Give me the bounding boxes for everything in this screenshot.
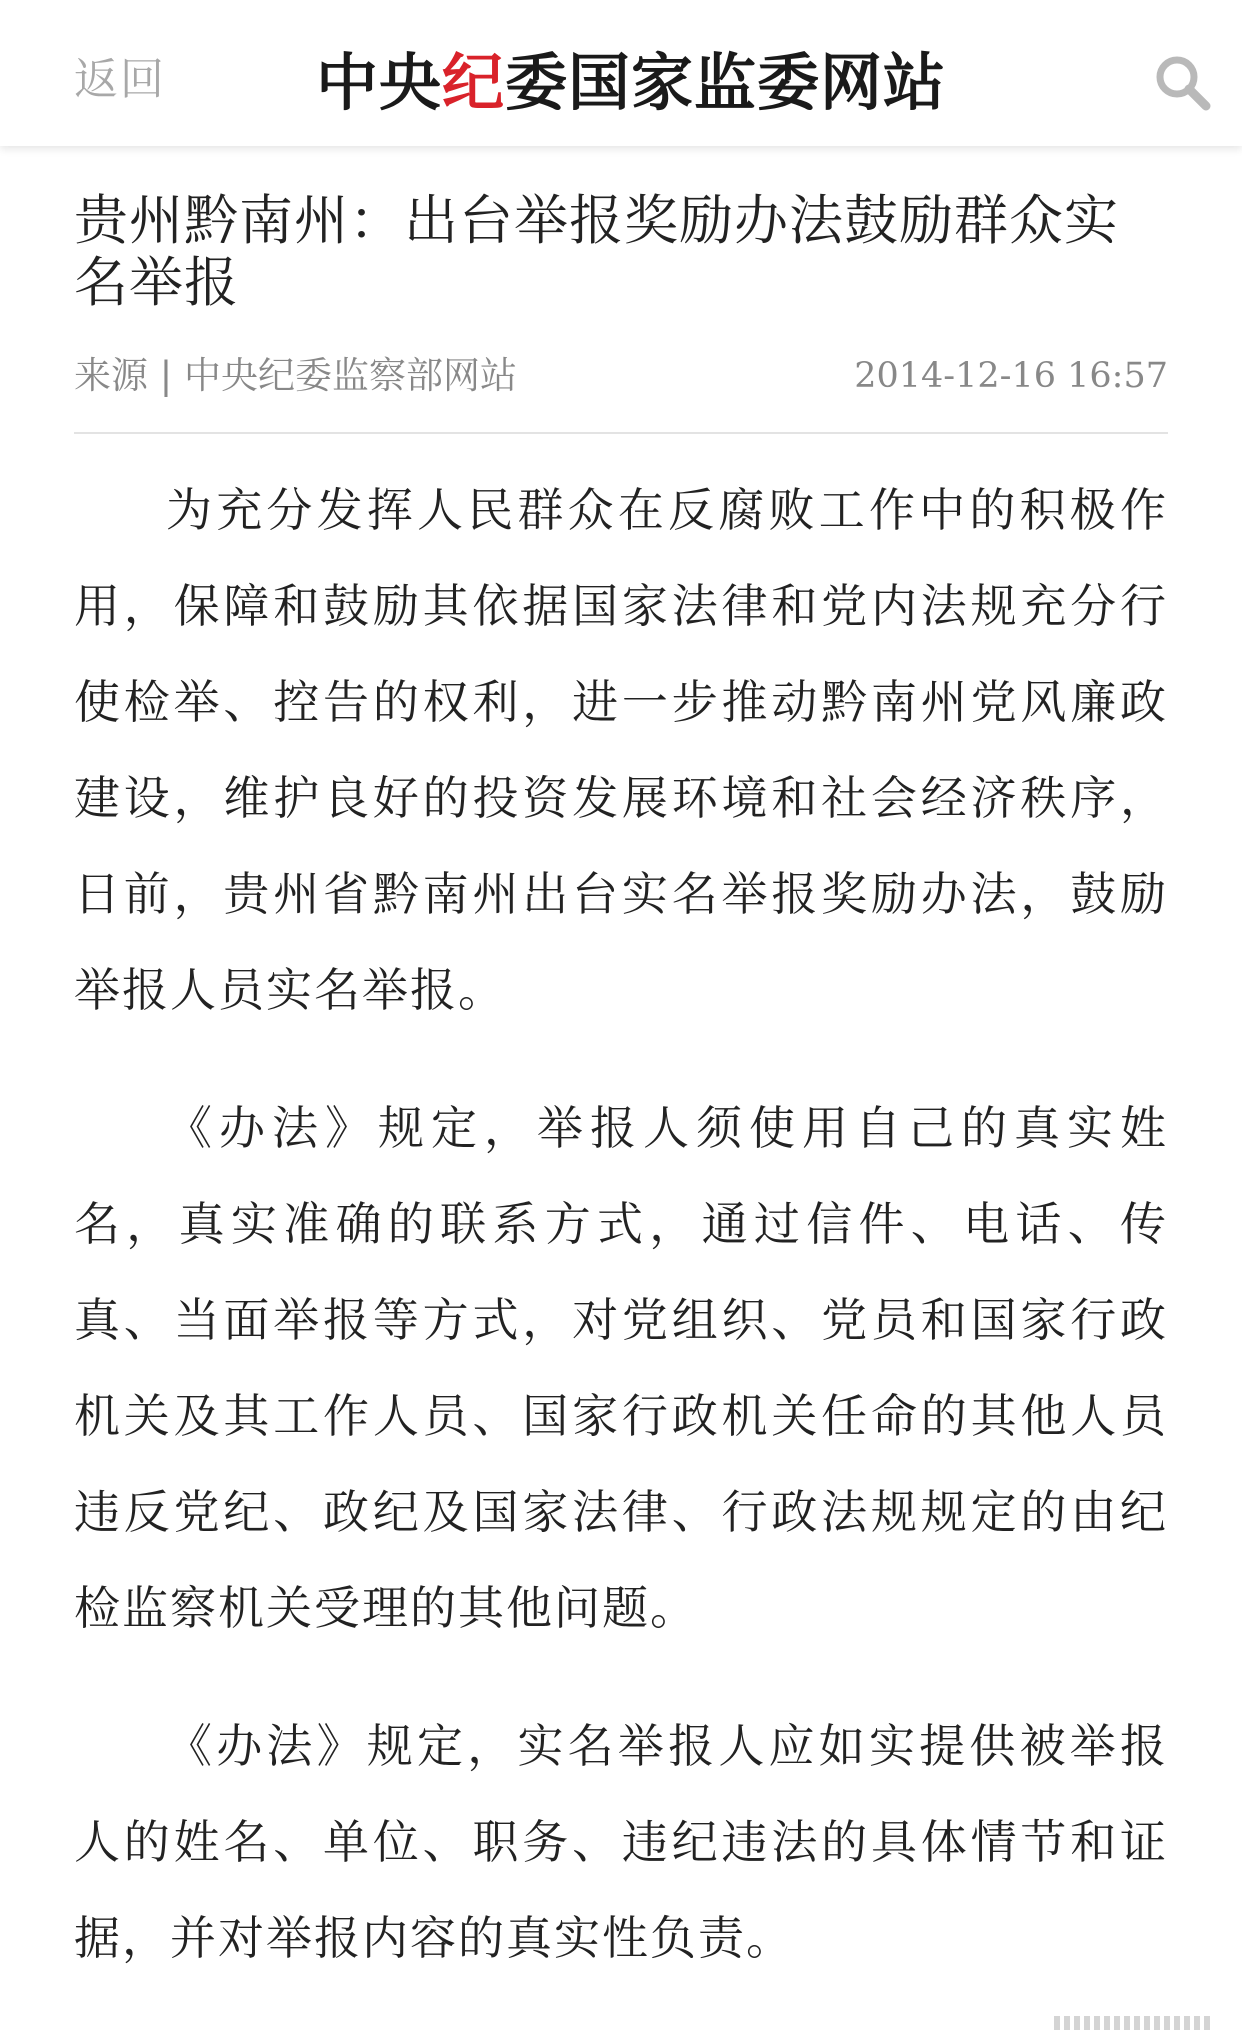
search-icon: [1152, 52, 1214, 114]
article-title: 贵州黔南州：出台举报奖励办法鼓励群众实名举报: [74, 189, 1119, 314]
article-source: 来源 | 中央纪委监察部网站: [74, 354, 517, 397]
article-paragraph-1: 为充分发挥人民群众在反腐败工作中的积极作用，保障和鼓励其依据国家法律和党内法规充分行使检举、控告的权利，进一步推动黔南州党风廉政建设，维护良好的投资发展环境和社会经济秩序，日前，贵州省黔南州出台实名举报奖励办法，鼓励举报人员实名举报。: [74, 483, 1168, 1017]
site-title: [316, 46, 946, 120]
article-paragraph-3: 《办法》规定，实名举报人应如实提供被举报人的姓名、单位、职务、违纪违法的具体情节和证据，并对举报内容的真实性负责。: [74, 1719, 1168, 1965]
divider: [74, 432, 1168, 434]
article: [74, 190, 1168, 1986]
watermark-icon: [1054, 2014, 1218, 2032]
top-navigation-bar: [0, 0, 1242, 146]
back-button[interactable]: 返回: [74, 54, 166, 105]
article-date: 2014-12-16 16:57: [854, 356, 1168, 396]
search-button[interactable]: [1152, 52, 1214, 114]
site-title-accent: 纪: [442, 46, 506, 119]
article-paragraph-2: 《办法》规定，举报人须使用自己的真实姓名，真实准确的联系方式，通过信件、电话、传真、当面举报等方式，对党组织、党员和国家行政机关及其工作人员、国家行政机关任命的其他人员违反党纪、政纪及国家法律、行政法规规定的由纪检监察机关受理的其他问题。: [74, 1101, 1168, 1635]
article-meta: [74, 350, 1168, 402]
site-title-part2: 委国家监委网站: [505, 46, 947, 119]
site-title-part1: 中央: [316, 46, 443, 119]
